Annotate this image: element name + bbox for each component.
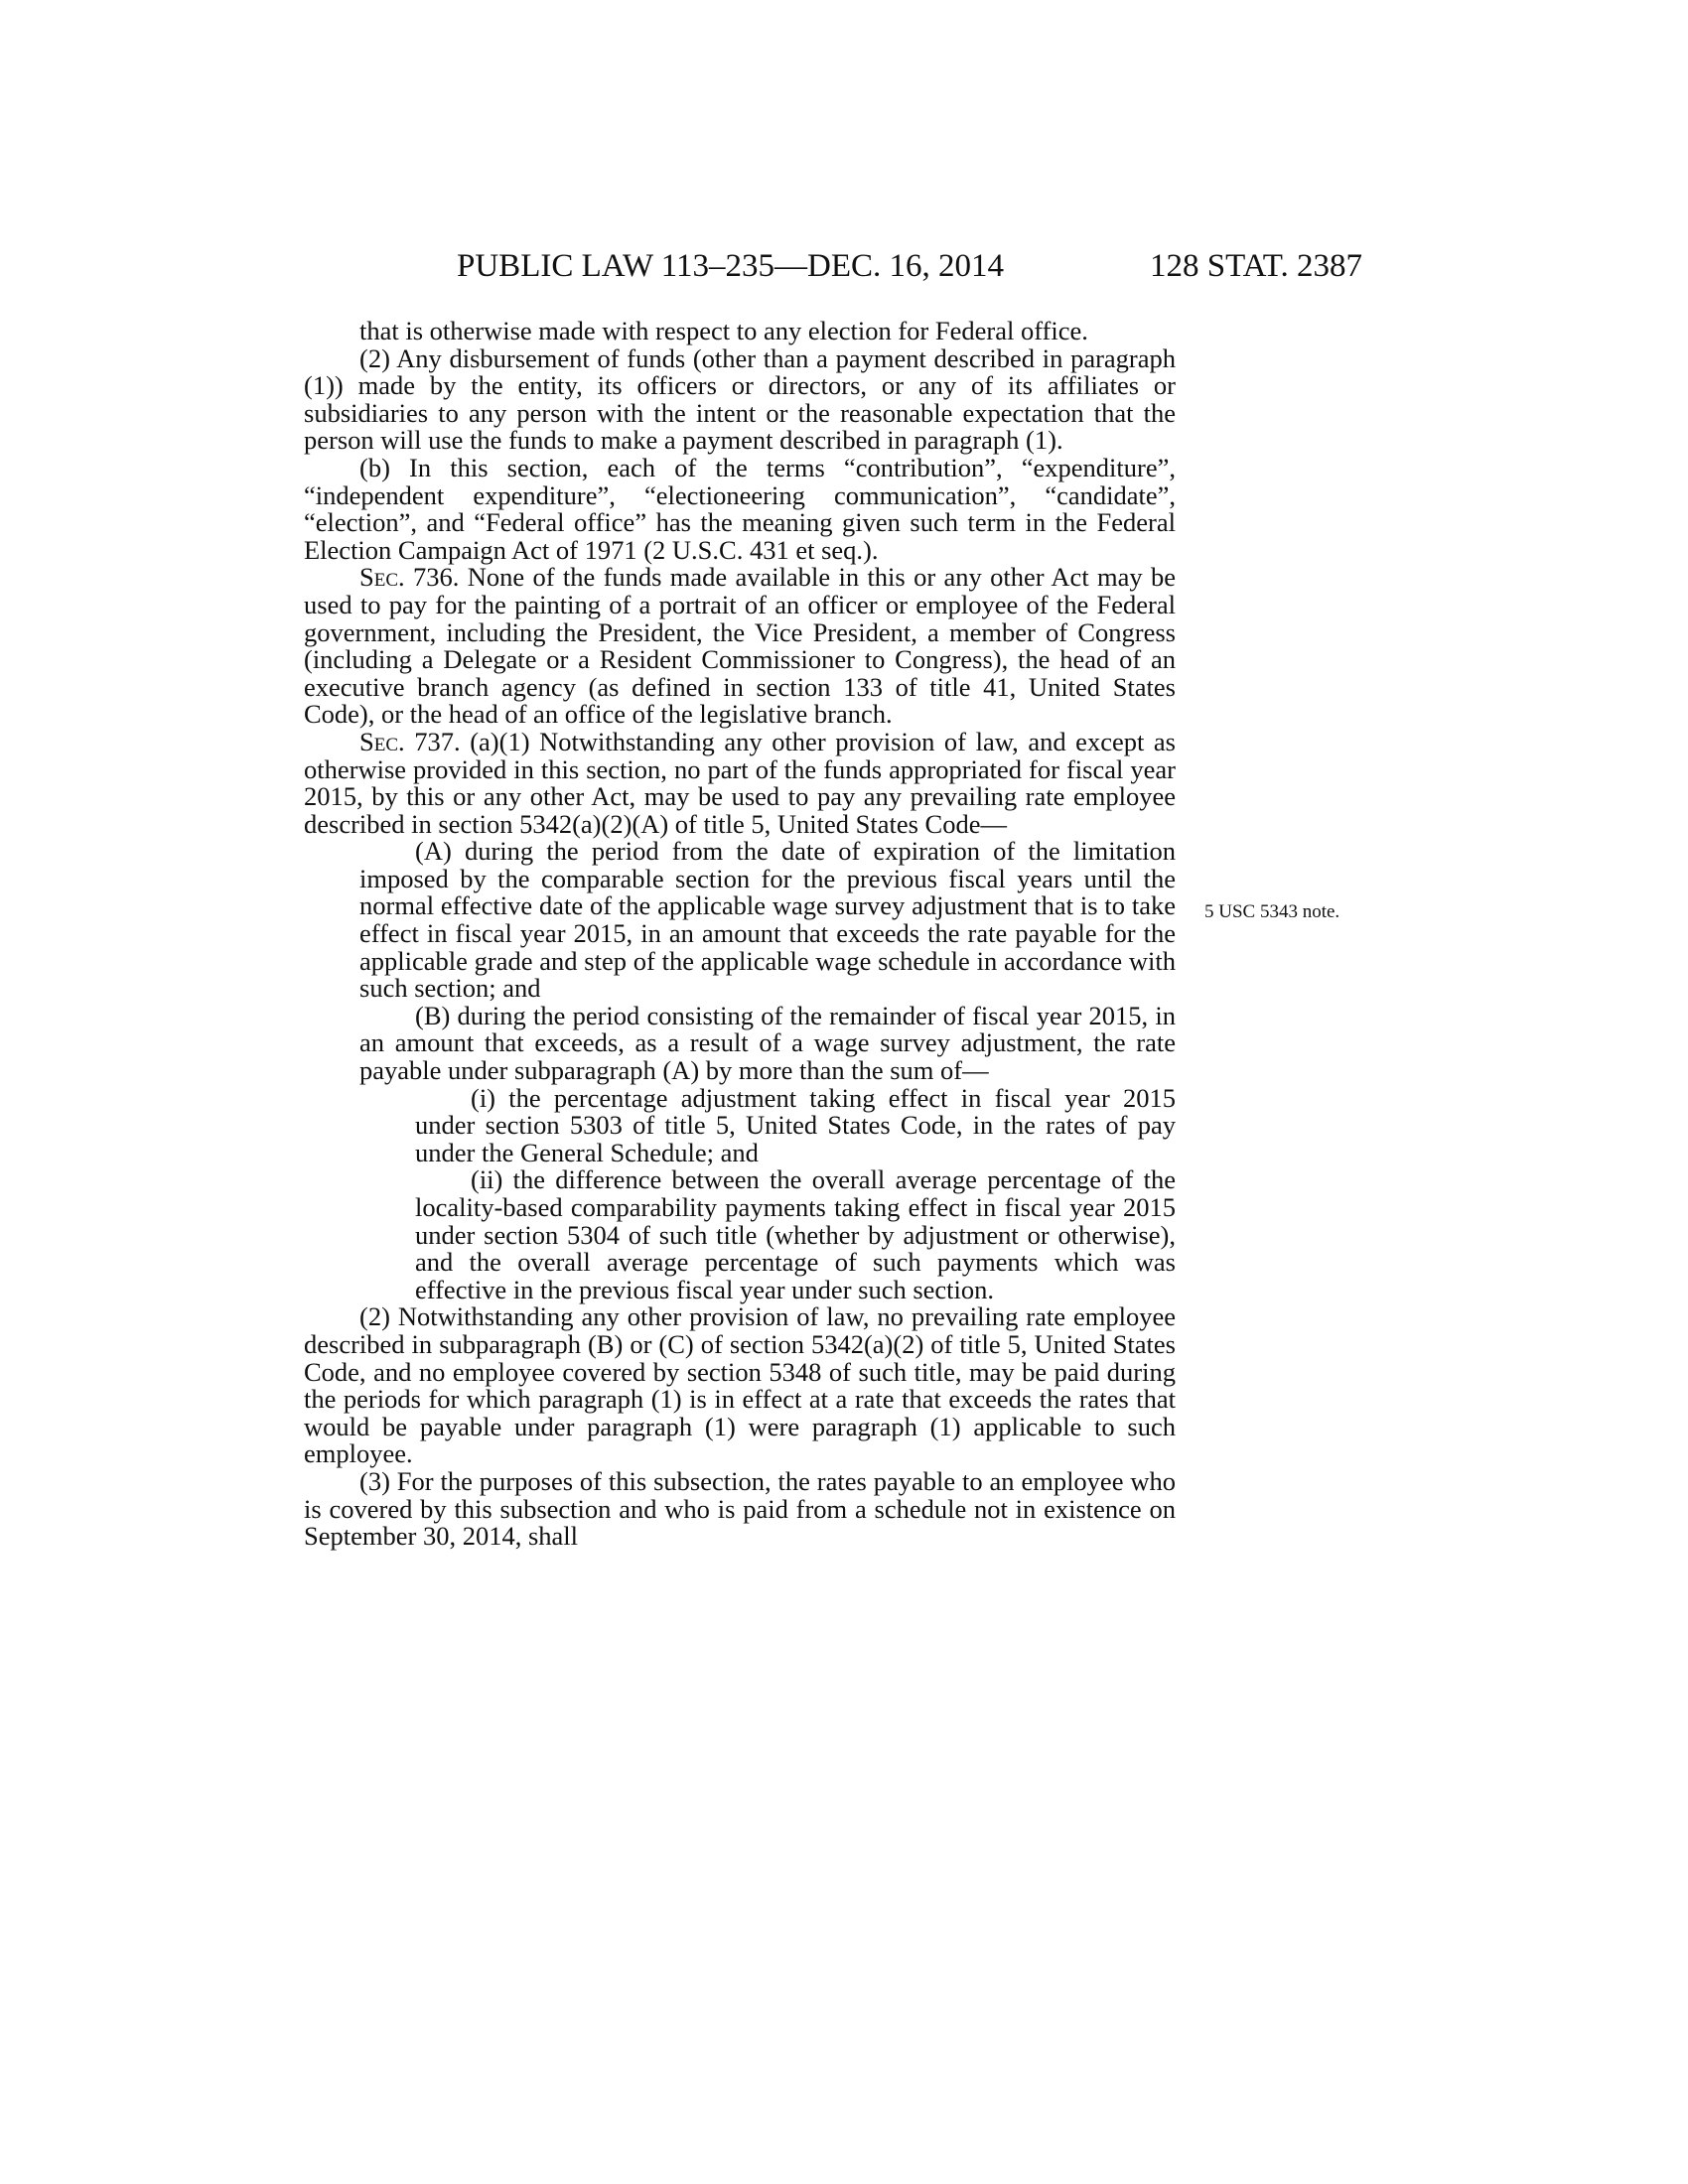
- section-737: [304, 726, 1176, 839]
- paragraph-continuation: that is otherwise made with respect to any election for Federal office.: [359, 316, 1088, 345]
- clause-i: (i) the percentage adjustment taking effect in fiscal year 2015 under section 5303 of title 5, United States Code, in the rates of pay under the General Schedule; and: [415, 1082, 1176, 1167]
- section-736: [304, 564, 1176, 729]
- subsection-b: (b) In this section, each of the terms “contribution”, “expenditure”, “independent expenditure”, “electioneering communication”, “candidate”, “election”, and “Federal office” has the meaning given such term in the Federal Election Campaign Act of 1971 (2 U.S.C. 431 et seq.).: [304, 452, 1176, 565]
- clause-ii: (ii) the difference between the overall average percentage of the locality-based comparability payments taking effect in fiscal year 2015 under section 5304 of such title (whether by adjustment or otherwise), and the overall average percentage of such payments which was effective in the previous fiscal year under such section.: [415, 1164, 1176, 1304]
- statute-body: [304, 318, 1176, 1551]
- subparagraph-b: (B) during the period consisting of the remainder of fiscal year 2015, in an amount that exceeds, as a result of a wage survey adjustment, the rate payable under subparagraph (A) by more than the sum of—: [359, 1000, 1176, 1086]
- section-736-text: 736. None of the funds made available in this or any other Act may be used to pay for the painting of a portrait of an officer or employee of the Federal government, including the President, the Vice President, a member of Congress (including a Delegate or a Resident Commissioner to Congress), the head of an executive branch agency (as defined in section 133 of title 41, United States Code), or the head of an office of the legislative branch.: [304, 562, 1176, 730]
- subparagraph-a: (A) during the period from the date of expiration of the limitation imposed by the comparable section for the previous fiscal years until the normal effective date of the applicable wage survey adjustment that is to take effect in fiscal year 2015, in an amount that exceeds the rate payable for the applicable grade and step of the applicable wage schedule in accordance with such section; and: [359, 836, 1176, 1004]
- section-737-text: 737. (a)(1) Notwithstanding any other provision of law, and except as otherwise provided in this section, no part of the funds appropriated for fiscal year 2015, by this or any other Act, may be used to pay any prevailing rate employee described in section 5342(a)(2)(A) of title 5, United States Code—: [304, 726, 1176, 839]
- section-label: Sec.: [359, 726, 405, 756]
- running-head-title: PUBLIC LAW 113–235—DEC. 16, 2014: [457, 248, 1005, 284]
- paragraph-2: (2) Any disbursement of funds (other than a payment described in paragraph (1)) made by the entity, its officers or directors, or any of its affiliates or subsidiaries to any person with the intent or the reasonable expectation that the person will use the funds to make a payment described in paragraph (1).: [304, 342, 1176, 456]
- margin-citation-note: 5 USC 5343 note.: [1204, 901, 1340, 922]
- paragraph-2-prevailing: (2) Notwithstanding any other provision of law, no prevailing rate employee described in subparagraph (B) or (C) of section 5342(a)(2) of title 5, United States Code, and no employee covered by section 5348 of such title, may be paid during the periods for which paragraph (1) is in effect at a rate that exceeds the rates that would be payable under paragraph (1) were paragraph (1) applicable to such employee.: [304, 1301, 1176, 1469]
- statute-page-number: 128 STAT. 2387: [1150, 248, 1363, 284]
- paragraph-3: (3) For the purposes of this subsection, the rates payable to an employee who is covered by this subsection and who is paid from a schedule not in existence on September 30, 2014, shall: [304, 1465, 1176, 1552]
- page-header: [0, 248, 1688, 288]
- section-label: Sec.: [359, 562, 405, 593]
